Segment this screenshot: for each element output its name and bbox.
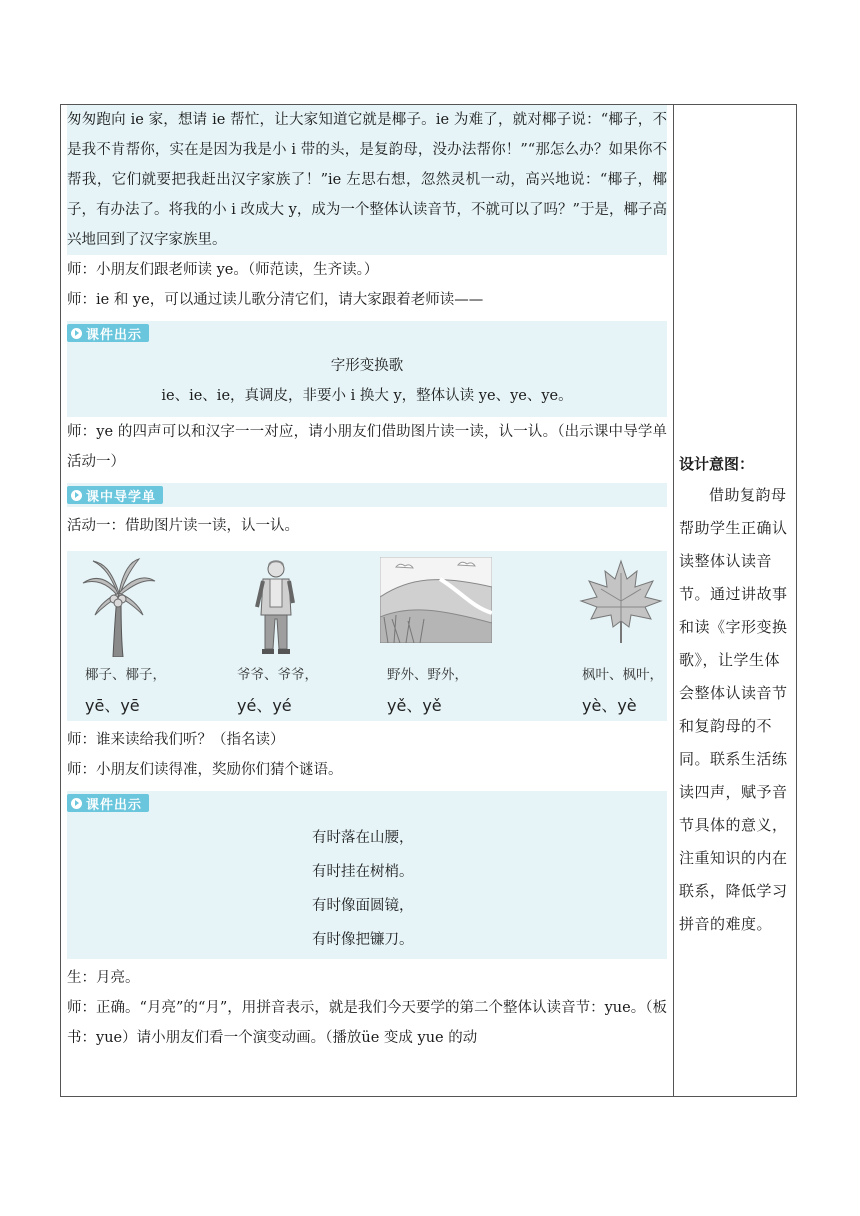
courseware-tag-bar [67,321,667,345]
grandpa-icon [253,557,299,661]
closing-paragraph: 师：正确。“月亮”的“月”，用拼音表示，就是我们今天要学的第二个整体认读音节：yue。（板书：yue）请小朋友们看一个演变动画。（播放üe 变成 yue 的动 [67,1000,667,1046]
courseware-tag [67,324,149,342]
maple-leaf-icon [577,557,665,649]
caption-wilderness: 野外、野外， [387,667,468,683]
design-intent-body: 借助复韵母帮助学生正确认读整体认读音节。通过讲故事和读《字形变换歌》，让学生体会整体认读音节和复韵母的不同。联系生活练读四声，赋予音节具体的意义，注重知识的内在联系，降低学习拼音的难度。 [679,486,788,933]
design-intent-column [679,105,789,941]
pinyin-coconut: yē、yē [85,696,140,715]
play-icon [71,798,82,809]
design-intent-title: 设计意图： [679,455,755,473]
song-box [67,345,667,417]
guide-tag-label: 课中导学单 [86,489,157,505]
courseware-tag-bar-2 [67,791,667,815]
lesson-table [60,104,797,1097]
riddle-box [67,815,667,959]
courseware-tag-2 [67,794,149,812]
pinyin-maple: yè、yè [582,696,637,715]
song-title: 字形变换歌 [330,358,404,374]
coconut-tree-icon [81,557,157,661]
song-line: ie、ie、ie，真调皮，非要小 i 换大 y，整体认读 ye、ye、ye。 [161,388,573,404]
caption-maple: 枫叶、枫叶， [582,667,663,683]
pinyin-wilderness: yě、yě [387,696,442,715]
riddle-line: 有时像把镰刀。 [312,932,414,948]
play-icon [71,328,82,339]
activity-pictures [67,551,667,721]
story-paragraph: 匆匆跑向 ie 家，想请 ie 帮忙，让大家知道它就是椰子。ie 为难了，就对椰子说：“椰子，不是我不肯帮你，实在是因为我是小 i 带的头，是复韵母，没办法帮你！”“那怎么办？如果你不帮我，它们就要把我赶出汉字家族了！”ie 左思右想，忽然灵机一动，高兴地说：“椰子，椰子，有办法了。将我的小 i 改成大 y，成为一个整体认读音节，不就可以了吗？”于是，椰子高兴地回到了汉字家族里。 [67,105,667,255]
four-tones-paragraph: 师：ye 的四声可以和汉字一一对应，请小朋友们借助图片读一读，认一认。（出示课中导学单活动一） [67,424,667,470]
teacher-line-song-intro: 师：ie 和 ye，可以通过读儿歌分清它们，请大家跟着老师读—— [67,292,484,308]
caption-grandpa: 爷爷、爷爷， [237,667,318,683]
riddle-line: 有时像面圆镜， [312,898,414,914]
courseware-tag-label-2: 课件出示 [86,797,143,813]
lesson-main-column [67,105,667,1053]
guide-tag-bar [67,483,667,507]
teacher-line-riddle-intro: 师：小朋友们读得准，奖励你们猜个谜语。 [67,762,343,778]
guide-tag [67,486,163,504]
student-answer: 生：月亮。 [67,970,140,986]
teacher-line-who-reads: 师：谁来读给我们听？（指名读） [67,732,285,748]
teacher-line-read-ye: 师：小朋友们跟老师读 ye。（师范读，生齐读。） [67,262,379,278]
pinyin-grandpa: yé、yé [237,696,292,715]
play-icon [71,490,82,501]
wilderness-icon [380,557,492,647]
caption-coconut: 椰子、椰子， [85,667,166,683]
courseware-tag-label: 课件出示 [86,327,143,343]
riddle-line: 有时落在山腰， [312,830,414,846]
column-divider [673,105,674,1096]
activity-label: 活动一：借助图片读一读，认一认。 [67,518,299,534]
riddle-line: 有时挂在树梢。 [312,864,414,880]
